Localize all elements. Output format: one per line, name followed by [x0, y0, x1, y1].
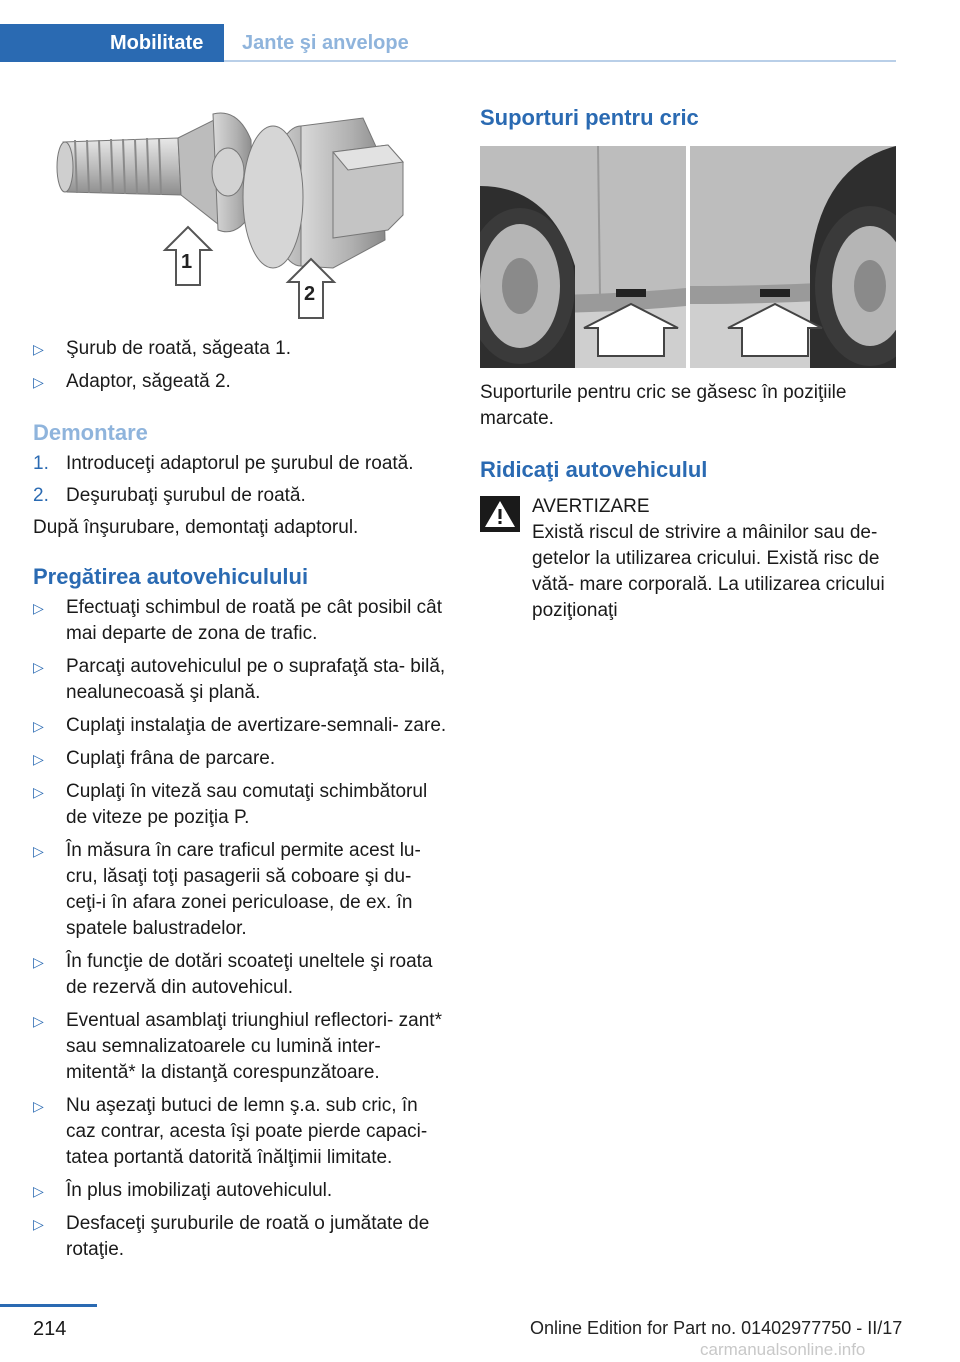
list-item: ▷ Nu aşezaţi butuci de lemn ş.a. sub cric, în caz contrar, acesta îşi poate pierde capaci‐ tatea portantă datorită înălţimii limitate. [33, 1095, 428, 1168]
section-title-pregatire: Pregătirea autovehiculului [33, 564, 309, 589]
page-number: 214 [33, 1318, 67, 1340]
list-item: ▷ Şurub de roată, săgeata 1. [33, 336, 451, 362]
triangle-bullet-icon: ▷ [33, 341, 44, 357]
list-item: ▷ În măsura în care traficul permite acest lu‐ cru, lăsaţi toţi pasagerii să coboare şi du‐ ceţi-i în afara zonei periculoase, de ex. în spatele balustradelor. [33, 840, 421, 939]
list-item: ▷ Cuplaţi frâna de parcare. [33, 746, 451, 772]
wheel-bolt-adaptor-figure [33, 100, 451, 322]
demontare-note: După înşurubare, demontaţi adaptorul. [33, 517, 359, 538]
suporturi-caption: Suporturile pentru cric se găsesc în poziţiile marcate. [480, 382, 847, 429]
triangle-bullet-icon: ▷ [33, 718, 44, 734]
warning-icon [480, 496, 520, 532]
list-item: ▷ Adaptor, săgeată 2. [33, 369, 451, 395]
right-column [480, 100, 900, 624]
triangle-bullet-icon: ▷ [33, 751, 44, 767]
triangle-bullet-icon: ▷ [33, 784, 44, 800]
list-item: 2. Deşurubaţi şurubul de roată. [33, 485, 306, 506]
triangle-bullet-icon: ▷ [33, 1013, 44, 1029]
triangle-bullet-icon: ▷ [33, 1216, 44, 1232]
triangle-bullet-icon: ▷ [33, 374, 44, 390]
section-title-demontare: Demontare [33, 420, 148, 445]
triangle-bullet-icon: ▷ [33, 659, 44, 675]
warning-block [480, 494, 900, 624]
left-column [33, 100, 451, 1270]
list-item: ▷ Efectuaţi schimbul de roată pe cât posibil cât mai departe de zona de trafic. [33, 597, 442, 644]
list-item: ▷ Parcaţi autovehiculul pe o suprafaţă sta‐ bilă, nealunecoasă şi plană. [33, 656, 446, 703]
triangle-bullet-icon: ▷ [33, 843, 44, 859]
edition-note: Online Edition for Part no. 01402977750 - II/17 [530, 1318, 903, 1338]
list-item: 1. Introduceţi adaptorul pe şurubul de roată. [33, 453, 414, 474]
list-item: ▷ Eventual asamblaţi triunghiul reflectori‐ zant* sau semnalizatoarele cu lumină inter‐ mitentă* la distanţă corespunzătoare. [33, 1010, 442, 1083]
warning-text: Există riscul de strivire a mâinilor sau de‐ getelor la utilizarea cricului. Există risc de vătă‐ mare corporală. La utilizarea cricului poziţionaţi [532, 522, 885, 621]
section-title-ridicati: Ridicaţi autovehiculul [480, 457, 708, 482]
triangle-bullet-icon: ▷ [33, 954, 44, 970]
figure-label-2: 2 [304, 283, 316, 305]
list-item: ▷ În plus imobilizaţi autovehiculul. [33, 1178, 451, 1204]
tab-mobilitate: Mobilitate [0, 24, 224, 62]
pregatire-list [33, 595, 451, 1263]
list-item: ▷ Cuplaţi instalaţia de avertizare-semnali‐ zare. [33, 713, 451, 739]
figure-label-1: 1 [181, 251, 193, 273]
list-item: ▷ În funcţie de dotări scoateţi uneltele şi roata de rezervă din autovehicul. [33, 951, 433, 998]
watermark: carmanualsonline.info [700, 1340, 866, 1359]
page-number-rule [0, 1304, 97, 1307]
triangle-bullet-icon: ▷ [33, 600, 44, 616]
header-rule [224, 60, 896, 62]
list-item: ▷ Desfaceţi şuruburile de roată o jumătate de rotaţie. [33, 1213, 430, 1260]
section-title-suporturi: Suporturi pentru cric [480, 105, 699, 130]
triangle-bullet-icon: ▷ [33, 1183, 44, 1199]
parts-list [33, 336, 451, 395]
warning-title: AVERTIZARE [532, 496, 650, 517]
tab-jante-anvelope: Jante şi anvelope [242, 32, 409, 54]
triangle-bullet-icon: ▷ [33, 1098, 44, 1114]
demontare-steps [33, 451, 451, 509]
jack-points-figure [480, 146, 896, 368]
list-item: ▷ Cuplaţi în viteză sau comutaţi schimbătorul de viteze pe poziţia P. [33, 781, 428, 828]
